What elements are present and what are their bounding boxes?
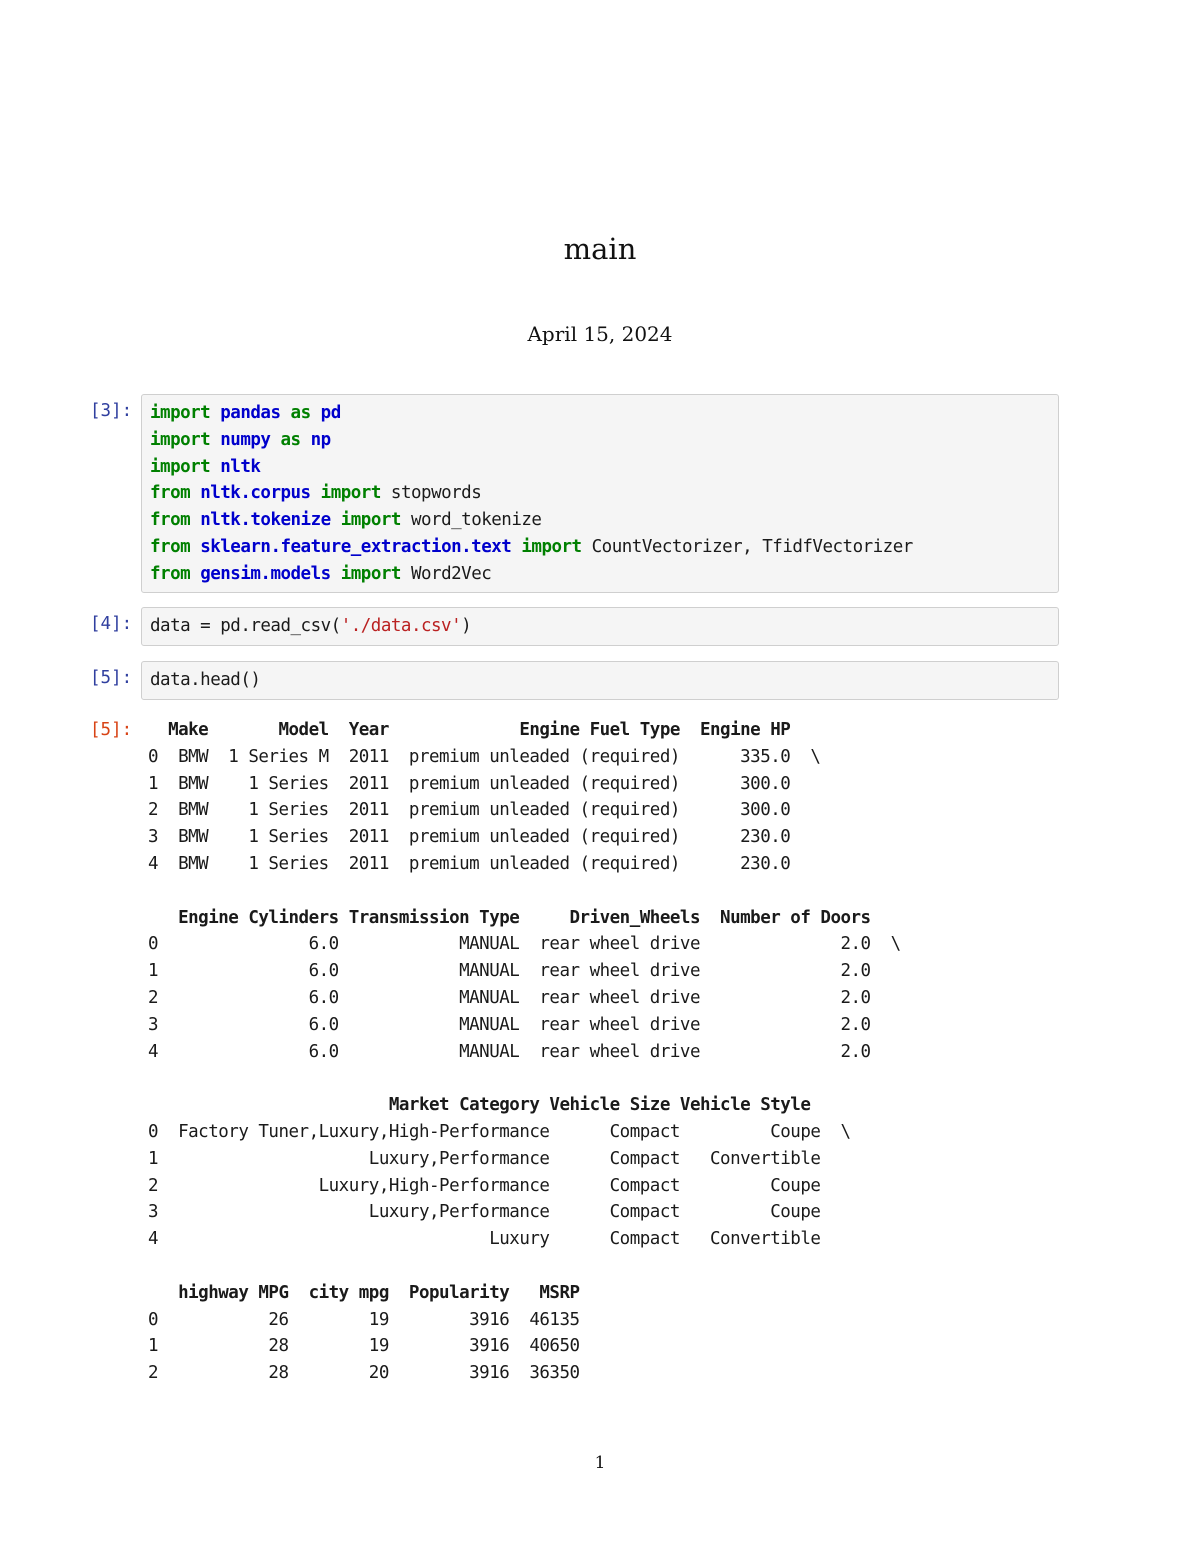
table-row: 2 6.0 MANUAL rear wheel drive 2.0 [148,987,871,1008]
output-block-2 [148,905,901,1066]
table-row: 0 6.0 MANUAL rear wheel drive 2.0 \ [148,934,901,955]
table-header: Engine Cylinders Transmission Type Driven_Wheels Number of Doors [148,907,871,928]
table-row: 1 Luxury,Performance Compact Convertible [148,1148,821,1169]
table-row: 3 BMW 1 Series 2011 premium unleaded (required) 230.0 [148,827,791,848]
table-row: 3 Luxury,Performance Compact Coupe [148,1202,821,1223]
output-block-4 [148,1280,901,1387]
table-row: 1 6.0 MANUAL rear wheel drive 2.0 [148,961,871,982]
page-number: 1 [594,1453,606,1473]
table-row: 0 BMW 1 Series M 2011 premium unleaded (required) 335.0 \ [148,746,821,767]
code-imports: import pandas as pd import numpy as np import nltk from nltk.corpus import stopwords from nltk.tokenize import word_tokenize from sklearn.feature_extraction.text import CountVectorizer, TfidfVectorizer from gensim.models import Word2Vec [150,403,913,584]
input-prompt-5: [5]: [90,668,133,688]
table-row: 4 BMW 1 Series 2011 premium unleaded (required) 230.0 [148,853,791,874]
table-row: 4 Luxury Compact Convertible [148,1229,821,1250]
dataframe-output [148,717,901,1387]
table-row: 4 6.0 MANUAL rear wheel drive 2.0 [148,1041,871,1062]
table-header: Make Model Year Engine Fuel Type Engine HP [148,720,791,740]
code-head: data.head() [150,670,261,690]
code-read-csv: data = pd.read_csv('./data.csv') [150,616,472,636]
document-date: April 15, 2024 [527,322,673,346]
table-row: 2 BMW 1 Series 2011 premium unleaded (required) 300.0 [148,800,791,821]
code-cell-head[interactable] [141,661,1059,700]
table-row: 1 BMW 1 Series 2011 premium unleaded (required) 300.0 [148,773,791,794]
table-row: 0 Factory Tuner,Luxury,High-Performance Compact Coupe \ [148,1121,851,1142]
output-block-1 [148,717,901,878]
table-row: 1 28 19 3916 40650 [148,1336,580,1357]
input-prompt-3: [3]: [90,401,133,421]
table-header: Market Category Vehicle Size Vehicle Style [148,1095,811,1116]
table-row: 2 Luxury,High-Performance Compact Coupe [148,1175,821,1196]
table-row: 0 26 19 3916 46135 [148,1309,580,1330]
code-cell-imports[interactable] [141,394,1059,593]
input-prompt-4: [4]: [90,614,133,634]
table-header: highway MPG city mpg Popularity MSRP [148,1282,580,1303]
output-block-3 [148,1092,901,1253]
document-title: main [563,232,637,266]
table-row: 3 6.0 MANUAL rear wheel drive 2.0 [148,1014,871,1035]
output-prompt-5: [5]: [90,720,133,740]
code-cell-read-csv[interactable] [141,607,1059,646]
table-row: 2 28 20 3916 36350 [148,1363,580,1384]
